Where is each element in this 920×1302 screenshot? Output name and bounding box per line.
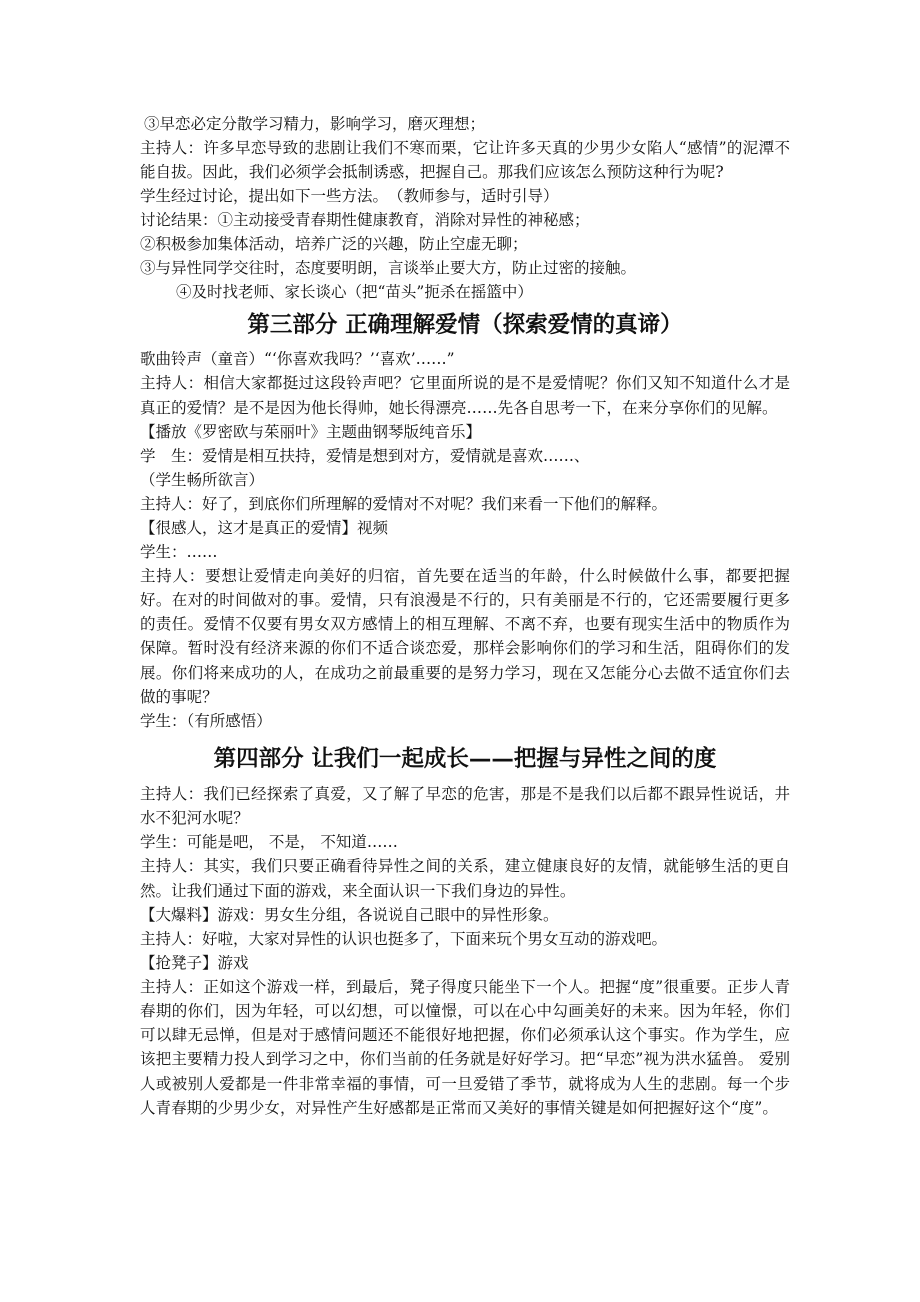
section-heading-part-4: 第四部分 让我们一起成长——把握与异性之间的度 [213,746,717,773]
paragraph: 学 生：爱情是相互扶持，爱情是想到对方，爱情就是喜欢……、 [140,446,590,465]
paragraph: 主持人：要想让爱情走向美好的归宿，首先要在适当的年龄，什么时候做什么事，都要把握好。在对的时间做对的事。爱情，只有浪漫是不行的，只有美丽是不行的，它还需要履行更多的责任。爱情不仅要有男女双方感情上的相互理解、不离不弃，也要有现实生活中的物质作为保障。暂时没有经济来源的你们不适合谈恋爱，那样会影响你们的学习和生活，阻碍你们的发展。你们将来成功的人，在成功之前最重要的是努力学习，现在又怎能分心去做不适宜你们去做的事呢？ [140,566,790,706]
paragraph: 讨论结果：①主动接受青春期性健康教育，消除对异性的神秘感； [140,211,590,230]
paragraph: （学生畅所欲言） [140,470,265,489]
paragraph: 【抢凳子】游戏 [140,953,249,972]
paragraph: 主持人：我们已经探索了真爱，又了解了早恋的危害，那是不是我们以后都不跟异性说话，井水不犯河水呢？ [140,785,790,828]
paragraph: 【播放《罗密欧与茱丽叶》主题曲钢琴版纯音乐】 [140,422,482,441]
paragraph: 学生经过讨论，提出如下一些方法。 （教师参与，适时引导） [140,187,559,206]
paragraph: 学生：（有所感悟） [140,712,272,731]
paragraph: 主持人：好了，到底你们所理解的爱情对不对呢？我们来看一下他们的解释。 [140,494,668,513]
paragraph: ②积极参加集体活动，培养广泛的兴趣，防止空虚无聊； [140,235,528,254]
document-page [140,112,790,1120]
paragraph: ④及时找老师、家长谈心（把“苗头”扼杀在摇篮中） [176,283,533,302]
paragraph: 【很感人，这才是真正的爱情】视频 [140,518,389,537]
paragraph: 主持人：正如这个游戏一样，到最后，凳子得度只能坐下一个人。把握“度”很重要。正步人青春期的你们，因为年轻，可以幻想，可以憧憬，可以在心中勾画美好的未来。因为年轻，你们可以肆无忌惮，但是对于感情问题还不能很好地把握，你们必须承认这个事实。作为学生，应该把主要精力投人到学习之中，你们当前的任务就是好好学习。把“早恋”视为洪水猛兽。 爱别人或被别人爱都是一件非常幸福的事情，可一旦爱错了季节，就将成为人生的悲剧。每一个步人青春期的少男少女，对异性产生好感都是正常而又美好的事情关键是如何把握好这个“度”。 [140,977,790,1117]
section-heading-part-3: 第三部分 正确理解爱情（探索爱情的真谛） [247,312,683,339]
paragraph: 主持人：许多早恋导致的悲剧让我们不寒而栗，它让许多天真的少男少女陷人“感情”的泥潭不能自拔。因此，我们必须学会抵制诱惑，把握自己。那我们应该怎么预防这种行为呢? [140,139,790,182]
paragraph: 歌曲铃声（童音）“‘你喜欢我吗？’‘喜欢’……” [140,350,455,369]
paragraph: ③与异性同学交往时，态度要明朗，言谈举止要大方，防止过密的接触。 [140,259,637,278]
paragraph: 学生：可能是吧， 不是， 不知道…… [140,833,398,852]
paragraph: 主持人：相信大家都挺过这段铃声吧？它里面所说的是不是爱情呢？你们又知不知道什么才是真正的爱情？是不是因为他长得帅，她长得漂亮……先各自思考一下，在来分享你们的见解。 [140,374,790,417]
paragraph: ③早恋必定分散学习精力，影响学习，磨灭理想； [144,115,486,133]
paragraph: 学生：…… [140,542,218,561]
paragraph: 【大爆料】游戏：男女生分组，各说说自己眼中的异性形象。 [140,905,559,924]
paragraph: 主持人：其实，我们只要正确看待异性之间的关系，建立健康良好的友情，就能够生活的更自然。让我们通过下面的游戏，来全面认识一下我们身边的异性。 [140,857,790,900]
paragraph: 主持人：好啦，大家对异性的认识也挺多了，下面来玩个男女互动的游戏吧。 [140,929,668,948]
